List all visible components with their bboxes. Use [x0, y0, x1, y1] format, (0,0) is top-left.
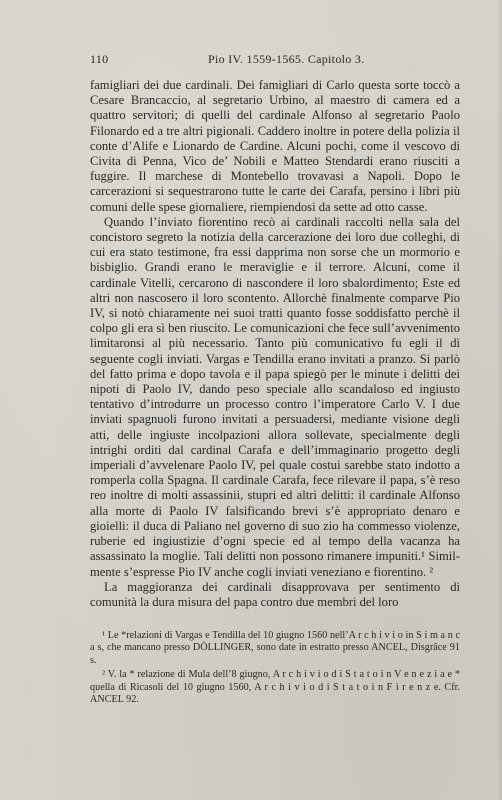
- page-number: 110: [90, 52, 109, 66]
- footnote-1: ¹ Le *relazioni di Vargas e Tendilla del 10 giugno 1560 nell’A r c h i v i o in S i m a n c a s, che mancano presso DÖLLINGER, sono date in estratto presso ANCEL, Disgrâce 91 s.: [90, 630, 460, 666]
- footnote-2: ² V. la * relazione di Mula dell’8 giugno, A r c h i v i o d i S t a t o i n V e n e z i a e * quella di Ricasoli del 10 giugno 1560, A r c h i v i o d i S t a t o i n F i r e n z e. Cfr. ANCEL 92.: [90, 669, 460, 706]
- body-text: [90, 78, 460, 610]
- running-head: [90, 52, 460, 70]
- footnotes: [90, 630, 460, 706]
- page-edge-shadow: [496, 0, 502, 800]
- paragraph: La maggioranza dei cardinali disapprovava per sentimento di comunità la dura misura del papa contro due membri del loro: [90, 579, 460, 609]
- running-title: Pio IV. 1559-1565. Capitolo 3.: [208, 52, 365, 66]
- paragraph-continued: famigliari dei due cardinali. Dei famigliari di Carlo questa sorte toccò a Cesare Brancaccio, al segretario Urbino, al maestro di camera ed a quattro servitori; di quelli del cardinale Alfonso al segretario Paolo Filonardo ed a tre altri pigionali. Caddero inoltre in potere della polizia il conte d’Alife e Lionardo de Cardine. Alcuni pochi, come il vescovo di Civita di Penna, Vico de’ Nobili e Matteo Stendardi erano riusciti a fuggire. Il marchese di Montebello trovavasi a Napoli. Dopo le carcerazioni si sequestrarono tutte le carte dei Carafa, persino i libri più comuni delle spese giornaliere, riempiendosi da sette ad otto casse.: [90, 78, 460, 214]
- paragraph: Quando l’inviato fiorentino recò ai cardinali raccolti nella sala del concistoro segreto la notizia della carcerazione dei loro due colleghi, di cui era stato testimone, fra essi dapprima non sorse che un mormorio e bisbiglio. Grandi erano le meraviglie e il terrore. Alcuni, come il cardinale Vitelli, cercarono di nascondere il loro sbalordimento; Este ed altri non nascosero il loro scontento. Allorchè finalmente comparve Pio IV, si notò chiaramente nei suoi tratti quanto fosse soddisfatto perchè il colpo gli era sì ben riuscito. Le comunicazioni che fece sull’avvenimento limitaronsi al più necessario. Tanto più comunicativo fu egli il dì seguente cogli inviati. Vargas e Tendilla erano invitati a pranzo. Si parlò del fatto prima e dopo tavola e il papa spiegò per le minute i delitti dei nipoti di Paolo IV, dando peso speciale allo scandaloso ed ingiusto tentativo d’introdurre un processo contro l’imperatore Carlo V. I due inviati spagnuoli furono invitati a persuadersi, mediante visione degli atti, delle ingiuste incolpazioni allora sollevate, specialmente degli intrighi orditi dal cardinal Carafa e dell’immaginario progetto degli imperiali d’avvelenare Paolo IV, pel quale costui sarebbe stato indotto a romperla colla Spagna. Il cardinale Carafa, fece rilevare il papa, s’è reso reo inoltre di molti assassinii, stupri ed altri delitti: il cardinale Alfonso alla morte di Paolo IV falsificando brevi s’è appropriato denaro e gioielli: il duca di Paliano nel governo di suo zio ha commesso violenze, ruberie ed ingiustizie d’ogni specie ed al tempo della vacanza ha assassinato la moglie. Tali delitti non possono rimanere impuniti.¹ Similmente s’espresse Pio IV anche cogli inviati veneziano e fiorentino. ²: [90, 214, 460, 579]
